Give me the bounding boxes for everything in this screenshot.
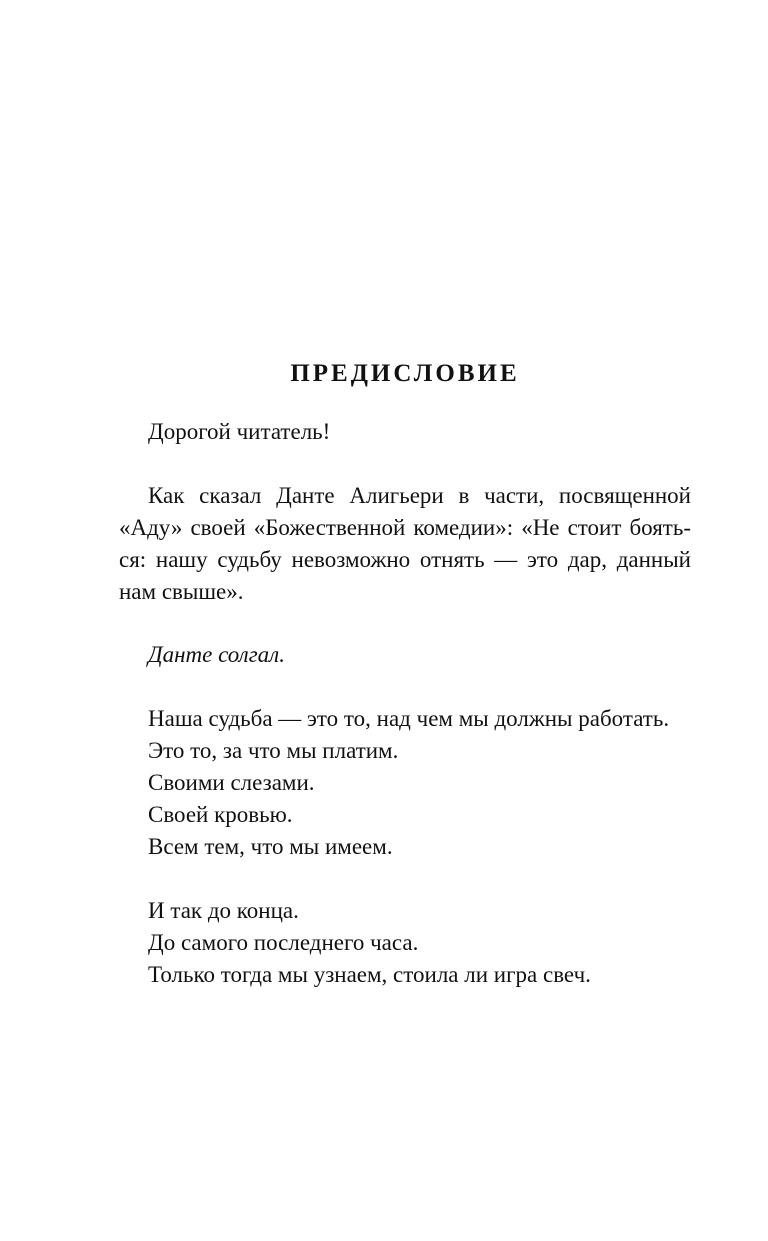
paragraph2-line1: Наша судьба — это то, над чем мы должны работать. [148,706,670,731]
paragraph2-line2: Это то, за что мы платим. [148,738,399,763]
paragraph2-line5: Всем тем, что мы имеем. [148,834,393,859]
paragraph2-line3: Своими слезами. [148,770,315,795]
paragraph2-line4: Своей кровью. [148,802,293,827]
paragraph1-line4: нам свыше». [119,579,244,604]
italic-line: Данте солгал. [148,642,285,667]
paragraph1-line3: ся: нашу судьбу невозможно отнять — это дар, данный [119,547,691,572]
paragraph1-line2: «Аду» своей «Божественной комедии»: «Не стоит боять- [119,515,691,540]
paragraph3-line1: И так до конца. [148,898,299,923]
page-title: ПРЕДИСЛОВИЕ [290,360,520,387]
paragraph3-line3: Только тогда мы узнаем, стоила ли игра свеч. [148,962,591,987]
greeting-line: Дорогой читатель! [148,419,331,444]
paragraph1-line1: Как сказал Данте Алигьери в части, посвященной [148,483,691,508]
paragraph3-line2: До самого последнего часа. [148,930,419,955]
